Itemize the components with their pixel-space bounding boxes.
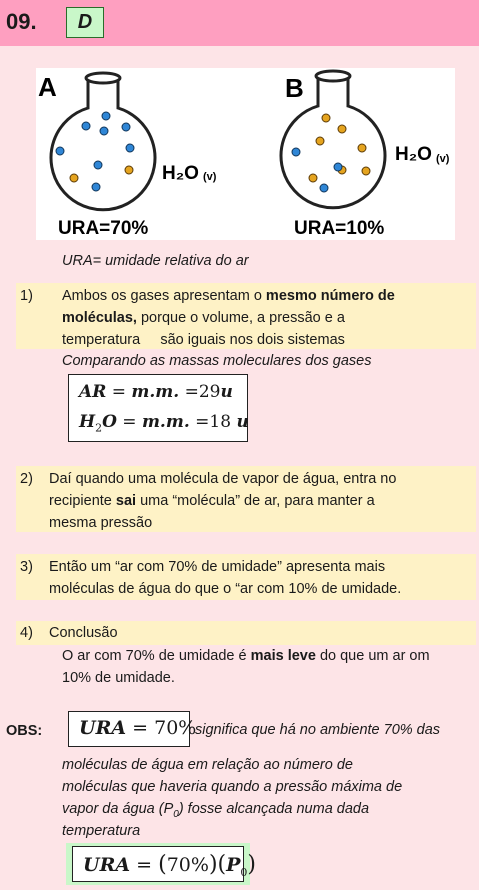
item-2-line2: recipiente sai uma “molécula” de ar, para manter a (49, 493, 375, 509)
item-4-number: 4) (20, 625, 33, 641)
molecular-mass-box (68, 374, 248, 442)
flask-a-ura: URA=70% (58, 218, 149, 239)
water-mass-equation: $H_2O = m.m$. =18 u (79, 412, 249, 435)
air-molecule (125, 166, 133, 174)
ura-note: URA= umidade relativa do ar (62, 253, 249, 269)
air-molecule (70, 174, 78, 182)
item-3-number: 3) (20, 559, 33, 575)
item-2-line3: mesma pressão (49, 515, 153, 531)
vapor-state-b: (v) (436, 153, 450, 165)
item-2-number: 2) (20, 471, 33, 487)
final-ura-formula: URA = $(70\%)(P_0)$ (72, 846, 244, 882)
air-molecule (309, 174, 317, 182)
item-1-line2: moléculas, porque o volume, a pressão e a (62, 310, 345, 326)
vapor-label-a: H₂O (162, 163, 199, 184)
obs-text-line3: moléculas que haveria quando a pressão máxima de (62, 779, 403, 795)
flask-a-label: A (38, 72, 57, 102)
question-number: 09. (6, 9, 37, 34)
answer-box: D (66, 7, 104, 38)
item-1-line3: temperatura são iguais nos dois sistemas (62, 332, 345, 348)
water-molecule (94, 161, 102, 169)
obs-label: OBS: (6, 723, 43, 739)
air-molecule (358, 144, 366, 152)
item-1-line1: Ambos os gases apresentam o mesmo número de (62, 288, 395, 304)
item-2-line1: Daí quando uma molécula de vapor de água, entra no (49, 471, 397, 487)
item-3-line1: Então um “ar com 70% de umidade” apresenta mais (49, 559, 386, 575)
water-molecule (100, 127, 108, 135)
water-molecule (292, 148, 300, 156)
air-molecule (322, 114, 330, 122)
flask-a (51, 73, 155, 210)
ura-formula-box: URA = 70% (68, 711, 190, 747)
item-1-number: 1) (20, 288, 33, 304)
obs-text-line1: significa que há no ambiente 70% das (195, 722, 441, 738)
air-molecule (338, 125, 346, 133)
water-molecule (334, 163, 342, 171)
water-molecule (122, 123, 130, 131)
obs-text-line5: temperatura (62, 823, 141, 839)
air-molecule (362, 167, 370, 175)
vapor-label-b: H₂O (395, 144, 432, 165)
obs-text-line4: vapor da água $(P_0)$ fosse alcançada numa dada (62, 801, 370, 820)
flask-b-molecules (292, 114, 370, 192)
flasks-figure (36, 68, 455, 240)
water-molecule (102, 112, 110, 120)
item-4-line2: 10% de umidade. (62, 670, 175, 686)
air-molecule (316, 137, 324, 145)
item-4-line1: O ar com 70% de umidade é mais leve do que um ar om (62, 648, 430, 664)
flask-b-label: B (285, 73, 304, 103)
flask-a-molecules (56, 112, 134, 191)
obs-text-line2: moléculas de água em relação ao número de (62, 757, 353, 773)
water-molecule (92, 183, 100, 191)
water-molecule (82, 122, 90, 130)
flasks-svg (36, 68, 455, 240)
flask-b-ura: URA=10% (294, 218, 385, 239)
item-3-line2: moléculas de água do que o “ar com 10% de umidade. (49, 581, 402, 597)
water-molecule (126, 144, 134, 152)
water-molecule (320, 184, 328, 192)
item-4-title: Conclusão (49, 625, 118, 641)
air-mass-equation: AR = m.m. =29u (79, 382, 233, 402)
vapor-state-a: (v) (203, 171, 217, 183)
water-molecule (56, 147, 64, 155)
item-1-comparison: Comparando as massas moleculares dos gases (62, 353, 372, 369)
